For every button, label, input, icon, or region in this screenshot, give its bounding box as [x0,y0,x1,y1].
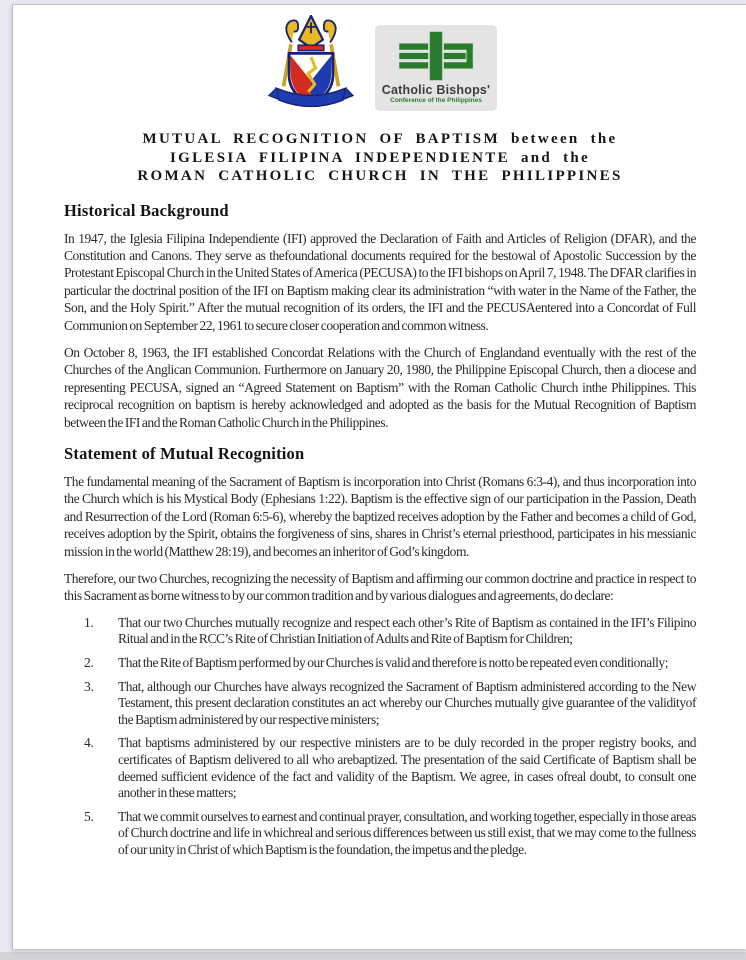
cbcp-subtitle-label: Conference of the Philippines [390,97,482,104]
section-heading-historical-background: Historical Background [64,200,229,220]
logo-row [64,15,696,115]
cbcp-name-label: Catholic Bishops' [381,83,491,97]
title-line-3: ROMAN CATHOLIC CHURCH IN THE PHILIPPINES [137,168,623,184]
declarations-list [64,615,696,859]
declaration-item-1 [64,615,696,648]
declaration-text: That we commit ourselves to earnest and continual prayer, consultation, and working together, especially in those areas of Church doctrine and life in whichreal and serious differences between us still exist, that we may come to the fullness of our unity in Christ of which Baptism is the foundation, the impetus and the pledge. [118,808,696,857]
declaration-item-3 [64,679,696,729]
section-heading-statement: Statement of Mutual Recognition [64,443,305,463]
photo-bottom-edge [0,952,746,960]
statement-paragraph-1: The fundamental meaning of the Sacrament of Baptism is incorporation into Christ (Romans 6:3-4), and thus incorporation into the Church which is his Mystical Body (Ephesians 1:22). Baptism is the effective sign of our participation in the Passion, Death and Resurrection of the Lord (Roman 6:5-6), whereby the baptized receives adoption by the Father and becomes a child of God, receives adoption by the Spirit, obtains the forgiveness of sins, shares in Christ’s eternal priesthood, participates in his messianic mission in the world (Matthew 28:19), and becomes an inheritor of God’s kingdom. [64,473,696,559]
declaration-number: 1. [84,614,94,630]
historical-paragraph-2: On October 8, 1963, the IFI established Concordat Relations with the Church of Englandand eventually with the rest of the Churches of the Anglican Communion. Furthermore on January 20, 1980, the Philippine Episcopal Church, then a diocese and representing PECUSA, signed an “Agreed Statement on Baptism” with the Roman Catholic Church inthe Philippines. This reciprocal recognition on baptism is hereby acknowledged and adopted as the basis for the Mutual Recognition of Baptism between the IFI and the Roman Catholic Church in the Philippines. [64,344,696,430]
declaration-text: That, although our Churches have always recognized the Sacrament of Baptism administered according to the New Testament, this present declaration constitutes an act whereby our Churches mutually give guarantee of the validityof the Baptism administered by our respective ministers; [118,678,696,727]
statement-paragraph-2: Therefore, our two Churches, recognizing the necessity of Baptism and affirming our common doctrine and practice in respect to this Sacrament as borne witness to by our common tradition and by various dialogues and agreements, do declare: [64,571,696,604]
declaration-text: That our two Churches mutually recognize and respect each other’s Rite of Baptism as contained in the IFI’s Filipino Ritual and in the RCC’s Rite of Christian Initiation of Adults and Rite of Baptism for Children; [118,614,696,647]
declaration-number: 2. [84,655,94,670]
title-line-1: MUTUAL RECOGNITION OF BAPTISM between the [142,131,618,147]
cbcp-cross-icon [393,30,479,82]
historical-paragraph-1: In 1947, the Iglesia Filipina Independiente (IFI) approved the Declaration of Faith and Articles of Religion (DFAR), and the Constitution and Canons. They serve as thefoundational documents required for the bestowal of Apostolic Succession by the Protestant Episcopal Church in the United States of America (PECUSA) to the IFI bishops on April 7, 1948. The DFAR clarifies in particular the doctrinal position of the IFI on Baptism making clear its administration “with water in the Name of the Father, the Son, and the Holy Spirit.” After the mutual recognition of its orders, the IFI and the PECUSAentered into a Concordat of Full Communion on September 22, 1961 to secure closer cooperation and common witness. [64,230,696,333]
declaration-item-5 [64,809,696,859]
ifi-crest-icon [263,15,359,111]
declaration-number: 5. [84,808,94,824]
document-page [12,4,746,949]
declaration-text: That baptisms administered by our respective ministers are to be duly recorded in the proper registry books, and certificates of Baptism delivered to all who arebaptized. The presentation of the said Certificate of Baptism shall be deemed sufficient evidence of the fact and validity of the Baptism. We agree, in cases ofreal doubt, to consult one another in these matters; [118,735,696,801]
title-line-2: IGLESIA FILIPINA INDEPENDIENTE and the [170,149,590,166]
document-title [64,130,696,186]
declaration-number: 4. [84,735,94,751]
declaration-item-4 [64,735,696,801]
declaration-number: 3. [84,678,94,694]
cbcp-logo [375,25,497,111]
declaration-text: That the Rite of Baptism performed by our Churches is valid and therefore is notto be repeated even conditionally; [118,655,669,670]
declaration-item-2 [64,655,696,672]
